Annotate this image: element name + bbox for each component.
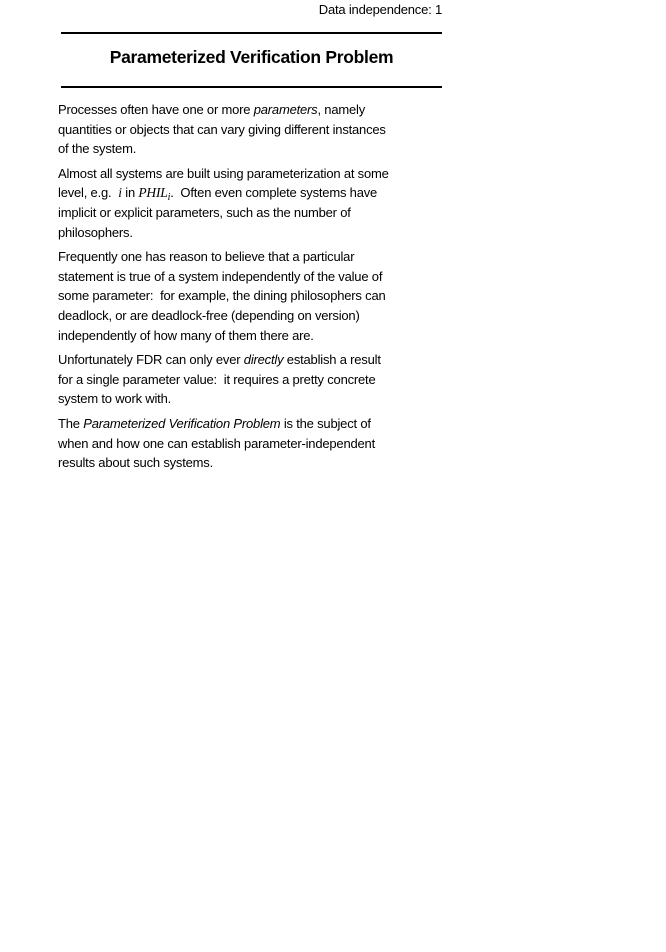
text-run: quantities or objects that can vary giving different instances: [58, 121, 386, 137]
text-run: establish a result: [283, 352, 381, 368]
mathsub-text-run: i: [167, 192, 171, 204]
text-line: [58, 183, 454, 203]
text-line: [58, 247, 454, 267]
text-line: [58, 286, 454, 306]
text-line: [58, 139, 454, 159]
text-run: for a single parameter value: it requires a pretty concrete: [58, 371, 376, 387]
paragraph: [58, 100, 454, 159]
text-line: [58, 453, 454, 473]
text-run: Frequently one has reason to believe that a particular: [58, 249, 355, 265]
slide-body: [58, 100, 454, 478]
text-line: [58, 326, 454, 346]
text-line: [58, 203, 454, 223]
paragraph: [58, 414, 454, 473]
text-line: [58, 100, 454, 120]
italic-text-run: Parameterized Verification Problem: [83, 415, 281, 431]
text-run: Unfortunately FDR can only ever: [58, 352, 244, 368]
paragraph: [58, 247, 454, 345]
text-run: results about such systems.: [58, 455, 213, 471]
text-run: deadlock, or are deadlock-free (depending on version): [58, 307, 360, 323]
text-line: [58, 370, 454, 390]
text-line: [58, 389, 454, 409]
text-run: in: [121, 185, 139, 201]
paragraph: [58, 164, 454, 242]
text-line: [58, 414, 454, 434]
slide-title: Parameterized Verification Problem: [109, 47, 394, 67]
horizontal-rule-top: [61, 32, 442, 34]
text-run: of the system.: [58, 141, 137, 157]
italic-text-run: directly: [243, 352, 284, 368]
text-run: philosophers.: [58, 224, 133, 240]
text-line: [58, 267, 454, 287]
italic-text-run: parameters: [253, 102, 318, 117]
text-line: [58, 350, 454, 370]
text-run: Processes often have one or more: [58, 102, 254, 117]
math-text-run: i: [118, 185, 122, 201]
text-run: is the subject of: [280, 415, 371, 431]
text-run: level, e.g.: [58, 185, 119, 201]
text-line: [58, 120, 454, 140]
text-run: , namely: [317, 102, 366, 117]
horizontal-rule-bottom: [61, 86, 442, 88]
text-run: implicit or explicit parameters, such as the number of: [58, 204, 351, 220]
text-line: [58, 164, 454, 184]
paragraph: [58, 350, 454, 409]
text-line: [58, 434, 454, 454]
text-run: when and how one can establish parameter-independent: [58, 435, 375, 451]
math-text-run: PHIL: [138, 185, 168, 201]
text-run: The: [58, 415, 84, 431]
text-line: [58, 306, 454, 326]
text-run: independently of how many of them there are.: [58, 327, 314, 343]
page-header: Data independence: 1: [318, 2, 442, 17]
text-line: [58, 223, 454, 243]
text-run: system to work with.: [58, 391, 172, 407]
text-run: some parameter: for example, the dining philosophers can: [58, 288, 386, 304]
text-run: statement is true of a system independently of the value of: [58, 268, 383, 284]
text-run: Almost all systems are built using parameterization at some: [58, 165, 389, 181]
text-run: . Often even complete systems have: [170, 185, 378, 201]
